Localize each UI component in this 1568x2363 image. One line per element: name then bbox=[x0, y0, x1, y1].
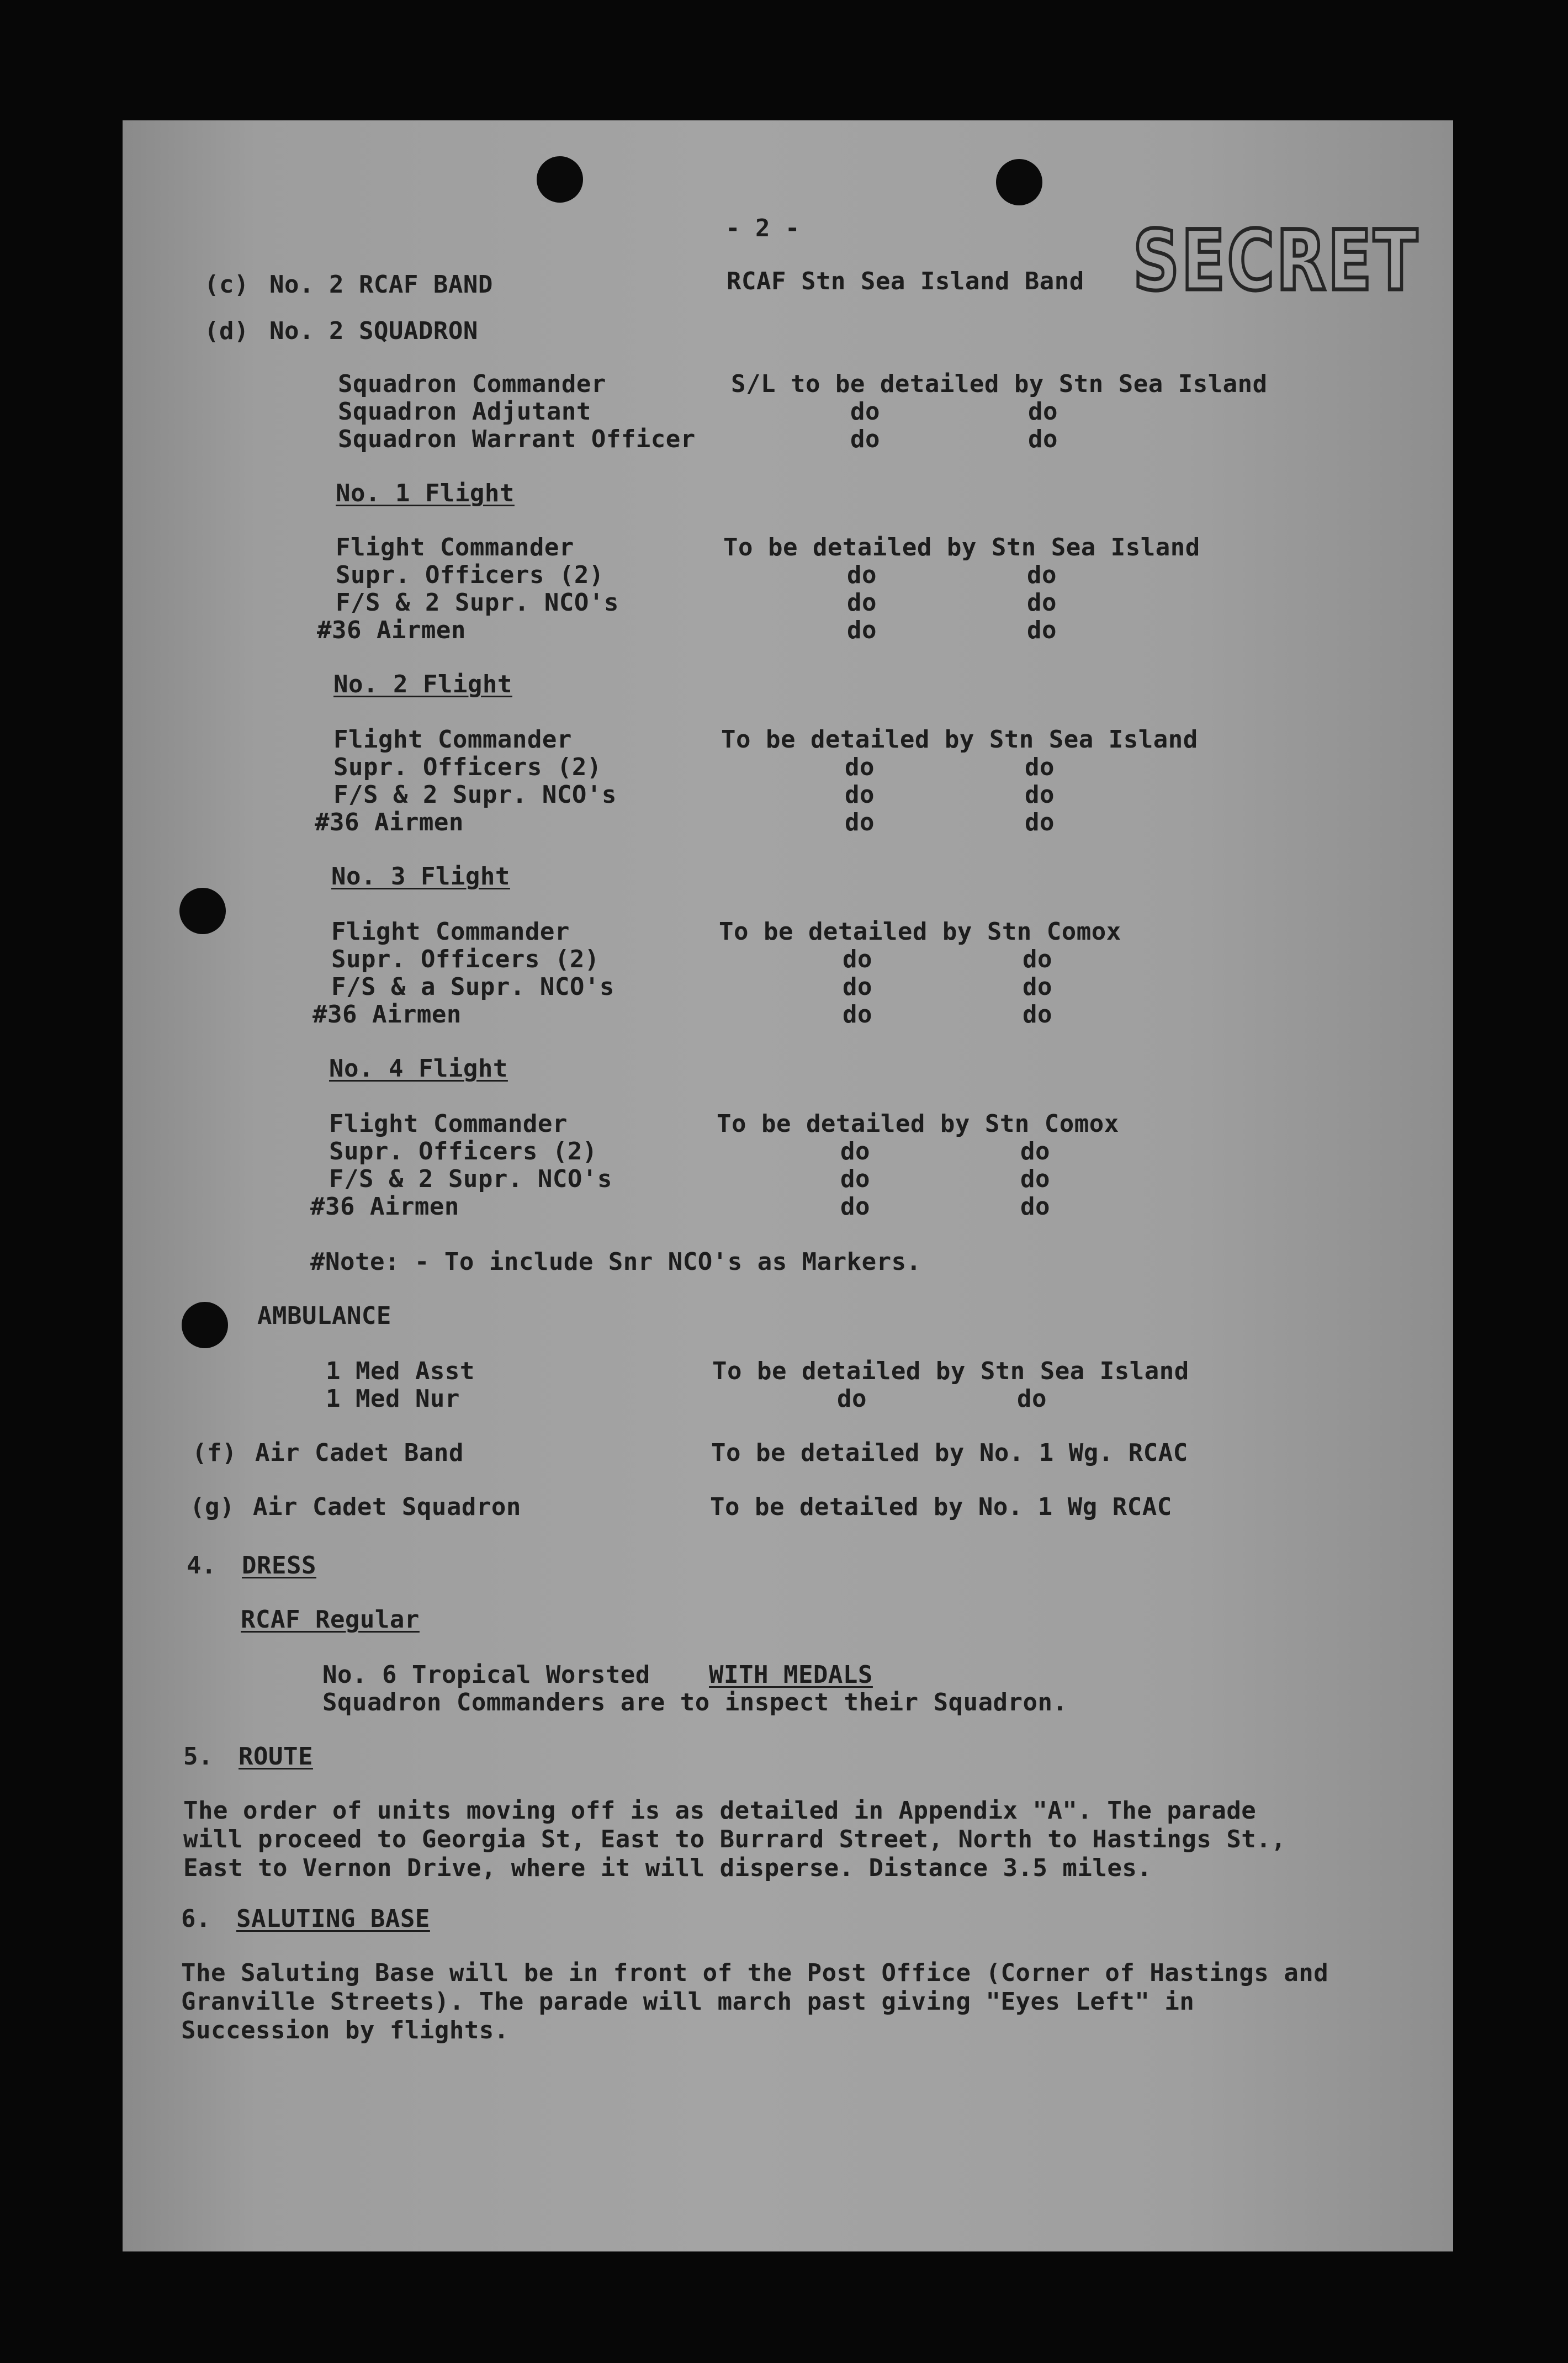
document-page bbox=[123, 120, 1453, 2251]
assignment: To be detailed by Stn Sea Island bbox=[723, 533, 1200, 561]
role-label: #36 Airmen bbox=[312, 1000, 462, 1029]
assignment: do bbox=[1017, 1385, 1047, 1413]
assignment: To be detailed by Stn Comox bbox=[719, 918, 1121, 946]
role-label: #36 Airmen bbox=[317, 616, 466, 644]
role-label: 1 Med Nur bbox=[326, 1385, 460, 1413]
assignment: do bbox=[1020, 1193, 1050, 1221]
assignment: do bbox=[843, 973, 872, 1001]
item-name: Air Cadet Band bbox=[255, 1439, 464, 1467]
assignment: do bbox=[845, 808, 875, 836]
assignment: do bbox=[1028, 425, 1058, 453]
assignment: do bbox=[1027, 589, 1057, 617]
assignment: do bbox=[843, 945, 872, 973]
assignment: do bbox=[1023, 1000, 1052, 1029]
classification-stamp: SECRET bbox=[1133, 213, 1419, 309]
assignment: To be detailed by Stn Comox bbox=[717, 1110, 1119, 1138]
saluting-base-paragraph: The Saluting Base will be in front of the Post Office (Corner of Hastings and Granville Streets). The parade will march past giving "Eyes Left" in Succession by flights. bbox=[181, 1959, 1329, 2044]
flight-heading: No. 1 Flight bbox=[336, 479, 515, 507]
role-label: F/S & 2 Supr. NCO's bbox=[329, 1165, 612, 1193]
flight-heading: No. 3 Flight bbox=[331, 862, 510, 891]
assignment: do bbox=[840, 1137, 870, 1165]
dress-line: Squadron Commanders are to inspect their Squadron. bbox=[322, 1688, 1068, 1716]
role-label: Squadron Adjutant bbox=[338, 398, 591, 426]
assignment: do bbox=[1027, 616, 1057, 644]
item-label: (c) bbox=[204, 271, 249, 299]
assignment: do bbox=[845, 781, 875, 809]
punch-hole bbox=[996, 159, 1042, 205]
punch-hole bbox=[179, 888, 226, 934]
assignment: do bbox=[840, 1193, 870, 1221]
role-label: Supr. Officers (2) bbox=[336, 561, 604, 589]
assignment: S/L to be detailed by Stn Sea Island bbox=[731, 370, 1268, 398]
item-name: No. 2 RCAF BAND bbox=[269, 271, 493, 299]
assignment: do bbox=[843, 1000, 872, 1029]
role-label: F/S & 2 Supr. NCO's bbox=[336, 589, 619, 617]
role-label: F/S & a Supr. NCO's bbox=[331, 973, 615, 1001]
route-paragraph: The order of units moving off is as detailed in Appendix "A". The parade will proceed to Georgia St, East to Burrard Street, North to Hastings St., East to Vernon Drive, where it will disperse. Distance 3.5 miles. bbox=[183, 1797, 1286, 1882]
role-label: 1 Med Asst bbox=[326, 1357, 475, 1385]
assignment: do bbox=[850, 398, 880, 426]
item-name: No. 2 SQUADRON bbox=[269, 317, 478, 345]
item-detail: To be detailed by No. 1 Wg. RCAC bbox=[711, 1439, 1188, 1467]
flight-heading: No. 2 Flight bbox=[333, 670, 512, 698]
role-label: Flight Commander bbox=[336, 533, 574, 561]
punch-hole bbox=[182, 1302, 228, 1348]
role-label: Supr. Officers (2) bbox=[331, 945, 600, 973]
role-label: #36 Airmen bbox=[315, 808, 464, 836]
dress-emphasis: WITH MEDALS bbox=[709, 1661, 873, 1689]
section-heading: AMBULANCE bbox=[257, 1302, 391, 1330]
item-label: (g) bbox=[190, 1493, 235, 1521]
role-label: Flight Commander bbox=[331, 918, 570, 946]
assignment: do bbox=[1025, 808, 1055, 836]
assignment: do bbox=[837, 1385, 867, 1413]
role-label: F/S & 2 Supr. NCO's bbox=[333, 781, 617, 809]
section-number: 6. bbox=[181, 1905, 211, 1933]
assignment: do bbox=[847, 561, 877, 589]
assignment: do bbox=[1025, 781, 1055, 809]
assignment: do bbox=[847, 589, 877, 617]
section-subheading: RCAF Regular bbox=[241, 1606, 420, 1634]
punch-hole bbox=[537, 156, 583, 203]
assignment: do bbox=[1020, 1137, 1050, 1165]
assignment: To be detailed by Stn Sea Island bbox=[712, 1357, 1189, 1385]
assignment: do bbox=[1025, 753, 1055, 781]
role-label: Squadron Commander bbox=[338, 370, 606, 398]
item-label: (f) bbox=[192, 1439, 237, 1467]
section-heading: DRESS bbox=[242, 1551, 316, 1580]
role-label: Flight Commander bbox=[333, 725, 572, 754]
item-name: Air Cadet Squadron bbox=[253, 1493, 521, 1521]
assignment: do bbox=[1023, 973, 1052, 1001]
flight-heading: No. 4 Flight bbox=[329, 1055, 508, 1083]
note: #Note: - To include Snr NCO's as Markers. bbox=[310, 1248, 921, 1276]
page-number: - 2 - bbox=[725, 214, 800, 242]
item-detail: RCAF Stn Sea Island Band bbox=[727, 267, 1084, 295]
assignment: do bbox=[1023, 945, 1052, 973]
section-heading: ROUTE bbox=[239, 1742, 313, 1771]
role-label: #36 Airmen bbox=[310, 1193, 459, 1221]
role-label: Squadron Warrant Officer bbox=[338, 425, 696, 453]
section-heading: SALUTING BASE bbox=[236, 1905, 430, 1933]
assignment: do bbox=[840, 1165, 870, 1193]
item-label: (d) bbox=[204, 317, 249, 345]
assignment: do bbox=[847, 616, 877, 644]
section-number: 4. bbox=[187, 1551, 216, 1580]
section-number: 5. bbox=[183, 1742, 213, 1771]
dress-line: No. 6 Tropical Worsted bbox=[322, 1661, 650, 1689]
assignment: do bbox=[1028, 398, 1058, 426]
role-label: Supr. Officers (2) bbox=[329, 1137, 597, 1165]
assignment: do bbox=[845, 753, 875, 781]
assignment: do bbox=[1020, 1165, 1050, 1193]
item-detail: To be detailed by No. 1 Wg RCAC bbox=[710, 1493, 1172, 1521]
assignment: do bbox=[1027, 561, 1057, 589]
assignment: To be detailed by Stn Sea Island bbox=[721, 725, 1198, 754]
role-label: Supr. Officers (2) bbox=[333, 753, 602, 781]
role-label: Flight Commander bbox=[329, 1110, 568, 1138]
assignment: do bbox=[850, 425, 880, 453]
